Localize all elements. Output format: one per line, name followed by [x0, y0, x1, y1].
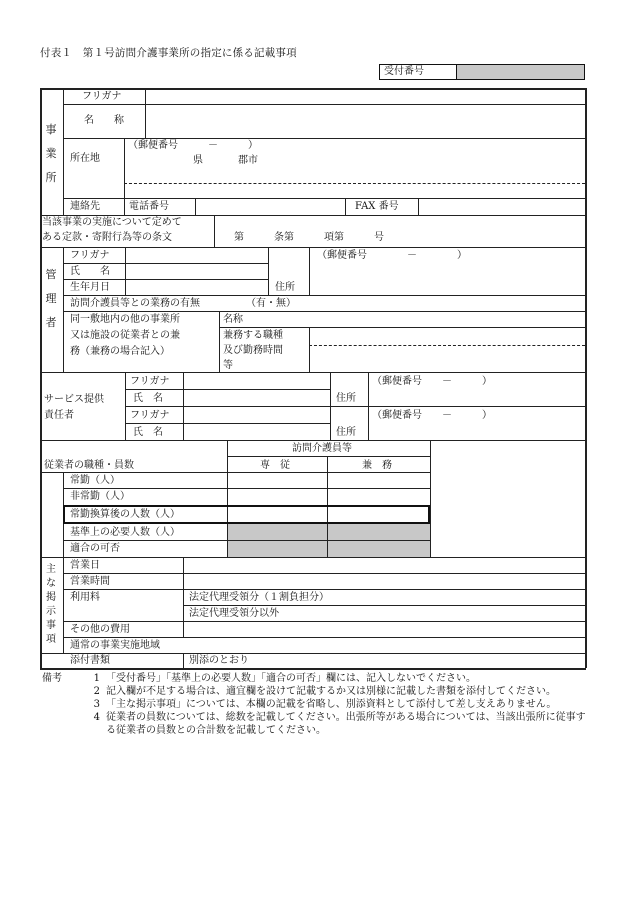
- note-item: 2 記入欄が不足する場合は、適宜欄を設けて記載するか又は別様に記載した書類を添付してください。: [93, 686, 556, 697]
- service-manager-label-line2: 責任者: [44, 410, 74, 421]
- postings-fee-other: 法定代理受領分以外: [189, 608, 279, 619]
- manager-job-line1: 兼務する職種: [223, 330, 283, 341]
- staff-label: 従業者の職種・員数: [44, 460, 134, 471]
- staff-part-header: 兼 務: [362, 460, 392, 471]
- office-furigana-label: フリガナ: [82, 91, 122, 102]
- service-manager-postal-2[interactable]: （郵便番号 － ）: [372, 410, 492, 421]
- manager-birthdate-label: 生年月日: [70, 282, 110, 293]
- office-section-label: 事業所: [45, 123, 57, 184]
- reception-number-field[interactable]: [457, 65, 584, 79]
- office-contact-label: 連絡先: [70, 201, 100, 212]
- postings-business-days: 営業日: [70, 560, 100, 571]
- regulation-article-field[interactable]: 第 条第 項第 号: [234, 232, 384, 243]
- postings-section-label: 主な掲示事項: [46, 564, 56, 645]
- manager-job-line2: 及び勤務時間: [223, 345, 283, 356]
- regulation-label-line2: ある定款・寄附行為等の条文: [42, 232, 172, 243]
- service-manager-furigana-1: フリガナ: [130, 376, 170, 387]
- office-name-label: 名 称: [84, 115, 124, 126]
- office-city-label: 郡市: [238, 155, 258, 166]
- staff-row-required: 基準上の必要人数（人）: [70, 527, 180, 538]
- office-name-field[interactable]: [150, 108, 580, 134]
- service-manager-address-1: 住所: [336, 393, 356, 404]
- service-manager-postal-1[interactable]: （郵便番号 － ）: [372, 376, 492, 387]
- notes-label: 備考: [42, 673, 62, 684]
- reception-number-label: 受付番号: [380, 65, 457, 79]
- service-manager-name-1: 氏 名: [133, 393, 163, 404]
- regulation-label-line1: 当該事業の実施について定めて: [42, 217, 182, 228]
- manager-address-label: 住所: [275, 282, 295, 293]
- postings-other-costs: その他の費用: [70, 624, 130, 635]
- service-manager-address-2: 住所: [336, 427, 356, 438]
- attachment-label: 添付書類: [70, 655, 110, 666]
- manager-name-label: 氏 名: [70, 266, 110, 277]
- staff-row-parttime: 非常勤（人）: [70, 491, 130, 502]
- attachment-value: 別添のとおり: [189, 655, 249, 666]
- manager-concurrent-label: 訪問介護員等との業務の有無: [70, 298, 200, 309]
- postings-service-area: 通常の事業実施地域: [70, 640, 160, 651]
- manager-other-office-line2: 又は施設の従業者との兼: [70, 330, 180, 341]
- office-phone-field[interactable]: [198, 200, 342, 213]
- service-manager-furigana-2: フリガナ: [130, 410, 170, 421]
- manager-postal-code[interactable]: （郵便番号 － ）: [317, 250, 467, 261]
- manager-other-office-line3: 務（兼務の場合記入）: [70, 346, 170, 357]
- note-item: 3 「主な掲示事項」については、本欄の記載を省略し、別添資料として添付して差し支えありません。: [93, 699, 557, 710]
- office-postal-code[interactable]: （郵便番号 － ）: [128, 140, 258, 151]
- staff-full-header: 専 従: [260, 460, 290, 471]
- notes: [42, 672, 590, 737]
- manager-furigana-label: フリガナ: [70, 250, 110, 261]
- office-fax-label: FAX 番号: [355, 201, 399, 212]
- manager-other-office-line1: 同一敷地内の他の事業所: [70, 314, 180, 325]
- manager-concurrent-choice[interactable]: （有・無）: [246, 298, 296, 309]
- office-fax-field[interactable]: [421, 200, 581, 213]
- manager-job-line3: 等: [223, 360, 233, 371]
- postings-fees: 利用料: [70, 592, 100, 603]
- office-phone-label: 電話番号: [129, 201, 169, 212]
- office-furigana-field[interactable]: [150, 91, 580, 103]
- staff-row-compliance: 適合の可否: [70, 543, 120, 554]
- staff-header: 訪問介護員等: [292, 443, 352, 454]
- form-title: 付表１ 第１号訪問介護事業所の指定に係る記載事項: [40, 47, 297, 59]
- service-manager-label-line1: サービス提供: [44, 394, 104, 405]
- reception-number-box: [379, 64, 585, 80]
- postings-fee-proxy: 法定代理受領分（１割負担分）: [189, 592, 329, 603]
- manager-section-label: 管理者: [45, 268, 57, 329]
- office-prefecture-label: 県: [193, 155, 203, 166]
- staff-row-fulltime: 常勤（人）: [70, 475, 120, 486]
- office-address-label: 所在地: [70, 153, 100, 164]
- note-item: 4 従業者の員数については、総数を記載してください。出張所等がある場合については、当該出張所に従事する従業者の員数との合計数を記載してください。: [93, 712, 586, 736]
- postings-business-hours: 営業時間: [70, 576, 110, 587]
- note-item: 備考 1 「受付番号」「基準上の必要人数」「適合の可否」欄には、記入しないでください。: [42, 673, 476, 684]
- staff-row-converted: 常勤換算後の人数（人）: [70, 509, 180, 520]
- manager-office-name-label: 名称: [223, 314, 243, 325]
- service-manager-name-2: 氏 名: [133, 427, 163, 438]
